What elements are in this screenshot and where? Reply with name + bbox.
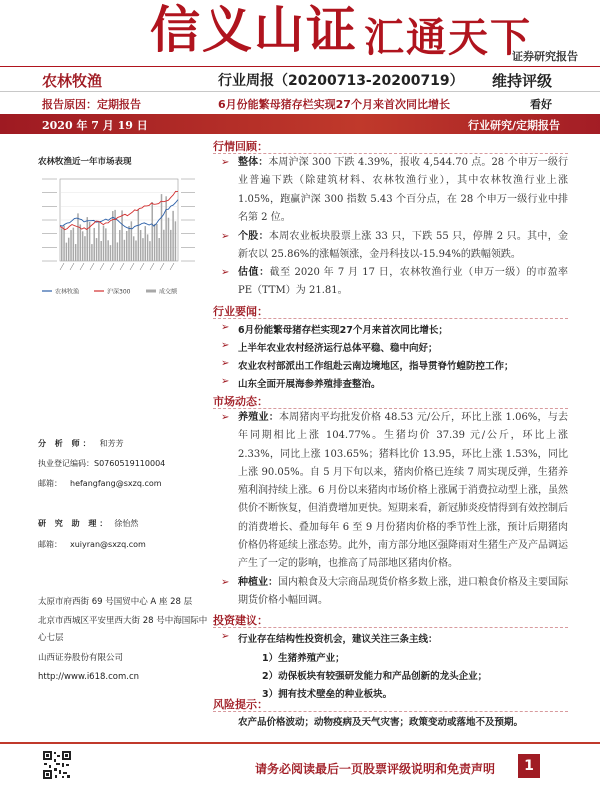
item-lead: 个股：: [238, 231, 269, 242]
rating-value: 看好: [530, 98, 552, 111]
arrow-icon: ➢: [221, 322, 230, 333]
volume-bar: [161, 194, 163, 261]
email-label: 邮箱：: [38, 479, 62, 488]
report-title: 行业周报（20200713-20200719）: [218, 73, 464, 89]
arrow-icon: ➢: [221, 157, 230, 168]
slogan-tail: 汇通天下: [364, 15, 532, 61]
x-tick-label: [160, 263, 164, 270]
item-text: 本周农业板块股票上涨 33 只，下跌 55 只，停牌 2 只。其中，金新农以 25.86%的涨幅领涨，金丹科技以-15.94%的跌幅领跌。: [238, 231, 568, 261]
address-beijing: 北京市西城区平安里西大街 28 号中海国际中心七层: [38, 616, 208, 643]
advice-item-2: 2）动保板块有较强研发能力和产品创新的龙头企业；: [262, 671, 488, 682]
advice-lead: 行业存在结构性投资机会，建议关注三条主线：: [238, 634, 438, 645]
report-subtitle: 6月份能繁母猪存栏实现27个月来首次同比增长: [218, 98, 450, 111]
volume-bar: [138, 209, 140, 261]
report-date: 2020 年 7 月 19 日: [42, 119, 148, 132]
arrow-icon: ➢: [221, 631, 230, 642]
volume-bar: [80, 224, 82, 261]
section-rule: [213, 711, 568, 712]
market-item-valuation: [238, 264, 568, 301]
arrow-icon: ➢: [221, 267, 230, 278]
volume-bar: [163, 230, 165, 261]
footer-rule: [0, 742, 600, 744]
volume-bar: [112, 211, 114, 261]
analyst-role: 分 析 师：: [38, 439, 94, 448]
x-tick-label: [170, 263, 174, 270]
arrow-icon: ➢: [221, 231, 230, 242]
section-rule: [213, 318, 568, 319]
volume-bar: [142, 238, 144, 261]
volume-bar: [131, 221, 133, 261]
assistant-1: [38, 518, 138, 529]
rating-label: 维持评级: [491, 72, 552, 90]
report-reason: 报告原因：定期报告: [42, 98, 141, 111]
volume-bar: [140, 230, 142, 261]
address-taiyuan: 太原市府西街 69 号国贸中心 A 座 28 层: [38, 597, 193, 607]
volume-bar: [124, 240, 126, 261]
x-tick-label: [80, 263, 84, 270]
volume-bar: [75, 244, 77, 261]
volume-bar: [107, 240, 109, 261]
volume-bar: [126, 231, 128, 261]
legend-label: 农林牧渔: [55, 288, 80, 296]
volume-bar: [77, 213, 79, 261]
qr-code-icon: [42, 750, 72, 780]
arrow-icon: ➢: [221, 577, 230, 588]
company-url[interactable]: http://www.i618.com.cn: [38, 672, 140, 682]
market-performance-chart: [38, 155, 198, 303]
news-item-4: 山东全面开展海参养殖排查整治。: [238, 379, 381, 390]
volume-bar: [147, 234, 149, 261]
volume-bar: [135, 241, 137, 261]
x-tick-label: [110, 263, 114, 270]
item-lead: 估值：: [238, 267, 270, 278]
x-tick-label: [90, 263, 94, 270]
volume-bar: [73, 228, 75, 261]
chart-title: 农林牧渔近一年市场表现: [38, 157, 132, 167]
item-text: 国内粮食及大宗商品现货价格多数上涨，进口粮食价格及主要国际期货价格小幅回调。: [238, 577, 568, 607]
volume-bar: [114, 210, 116, 261]
item-lead: 养殖业：: [238, 412, 279, 423]
banner: [0, 0, 600, 65]
item-text: 截至 2020 年 7 月 17 日，农林牧渔行业（申万一级）的市盈率 PE（TTM）为 21.81。: [238, 267, 569, 297]
advice-item-1: 1）生猪养殖产业；: [262, 653, 345, 664]
arrow-icon: ➢: [221, 340, 230, 351]
analyst-name: 和芳芳: [99, 439, 124, 448]
arrow-icon: ➢: [221, 358, 230, 369]
section-advice-heading: 投资建议：: [213, 614, 268, 627]
volume-bar: [105, 228, 107, 261]
legend-label: 成交额: [159, 288, 178, 296]
assistant-role: 研 究 助 理：: [38, 519, 111, 528]
item-text: 本周猪肉平均批发价格 48.53 元/公斤，环比上涨 1.06%，与去年同期相比上涨 104.77%。生猪均价 37.39 元/公斤，环比上涨 2.33%，同比上涨 103.65%；猪料比价 13.95，环比上涨 1.53%，同比上涨 90.05%。自 5 月下旬以来，猪肉价格已连续 7 周实现反弹，生猪养殖利润持续上涨。6 月份以来猪肉市场价格上涨属于消费拉动型上涨，虽然供价不断恢复，但消费增加更快。短期来看，新冠肺炎疫情得到有效控制后的消费增长、叠加每年 6 至 9 月份猪肉价格的季节性上涨，预计后期猪肉价格仍将延续上涨态势。此外，南方部分地区强降雨对生猪生产及产品调运产生了一定的影响，也推高了局部地区猪肉价格。: [238, 412, 569, 570]
volume-bar: [158, 238, 160, 261]
arrow-icon: ➢: [221, 376, 230, 387]
dynamics-item-planting: [238, 574, 568, 611]
volume-bar: [175, 221, 177, 261]
volume-bar: [61, 228, 63, 261]
x-tick-label: [150, 263, 154, 270]
volume-bar: [66, 243, 68, 261]
header-divider: [0, 91, 600, 92]
email-label: 邮箱：: [38, 540, 62, 549]
market-item-stocks: [238, 228, 568, 265]
market-item-overall: [238, 154, 568, 227]
volume-bar: [145, 226, 147, 261]
volume-bar: [63, 226, 65, 261]
section-rule: [213, 627, 568, 628]
volume-bar: [170, 230, 172, 261]
volume-bar: [87, 217, 89, 261]
x-tick-label: [60, 263, 64, 270]
analyst-1: [38, 438, 124, 449]
section-news-heading: 行业要闻：: [213, 305, 268, 318]
slogan-main: 信义山证: [150, 1, 358, 59]
volume-bar: [165, 196, 167, 261]
volume-bar: [91, 244, 93, 261]
item-lead: 整体：: [238, 157, 269, 168]
date-bar: [0, 114, 600, 134]
arrow-icon: ➢: [221, 412, 230, 423]
volume-bar: [133, 236, 135, 261]
legend-label: 沪深300: [107, 288, 131, 296]
x-tick-label: [70, 263, 74, 270]
volume-bar: [93, 228, 95, 261]
volume-bar: [70, 230, 72, 261]
volume-bar: [121, 210, 123, 261]
section-risk-heading: 风险提示：: [213, 698, 268, 711]
report-category: 行业研究/定期报告: [467, 119, 560, 132]
item-text: 本周沪深 300 下跌 4.39%，报收 4,544.70 点。28 个申万一级行业普遍下跌（除建筑材料、农林牧渔行业），其中农林牧渔行业上涨 1.05%，跑赢沪深 300 指数 5.43 个百分点，在 28 个申万一级行业中排名第 2 位。: [238, 157, 568, 223]
volume-bar: [172, 211, 174, 261]
news-item-2: 上半年农业农村经济运行总体平稳、稳中向好；: [238, 343, 438, 354]
volume-bar: [119, 230, 121, 261]
item-lead: 种植业：: [238, 577, 278, 588]
volume-bar: [168, 218, 170, 261]
assistant-name: 徐怡然: [114, 519, 139, 528]
analyst-email-row: [38, 478, 162, 489]
disclaimer[interactable]: 请务必阅读最后一页股票评级说明和免责声明: [255, 762, 496, 776]
chart-svg: [38, 171, 198, 301]
analyst-cert: [38, 458, 165, 469]
assistant-email-row: [38, 539, 146, 550]
sector-name: 农林牧渔: [42, 72, 103, 90]
news-item-3: 农业农村部派出工作组赴云南边境地区，指导贯脊竹蝗防控工作；: [238, 361, 514, 372]
volume-bar: [128, 226, 130, 261]
x-tick-label: [120, 263, 124, 270]
volume-bar: [151, 202, 153, 261]
analyst-email[interactable]: hefangfang@sxzq.com: [70, 479, 162, 488]
x-tick-label: [100, 263, 104, 270]
page-number: 1: [518, 754, 540, 778]
cert-number: S0760519110004: [94, 459, 166, 468]
x-tick-label: [130, 263, 134, 270]
volume-bar: [110, 245, 112, 261]
x-tick-label: [140, 263, 144, 270]
volume-bar: [103, 226, 105, 261]
volume-bar: [84, 236, 86, 261]
volume-bar: [98, 221, 100, 261]
advice-item-3: 3）拥有技术壁垒的种业板块。: [262, 689, 393, 700]
volume-bar: [156, 224, 158, 261]
section-dynamics-heading: 市场动态：: [213, 395, 268, 408]
volume-bar: [96, 238, 98, 261]
volume-bar: [100, 241, 102, 261]
volume-bar: [154, 224, 156, 261]
volume-bar: [82, 231, 84, 261]
volume-bar: [68, 238, 70, 261]
risk-text: 农产品价格波动；动物疫病及天气灾害；政策变动或落地不及预期。: [238, 717, 524, 728]
volume-bar: [149, 241, 151, 261]
header-rule: [0, 66, 600, 67]
report-type-label: 证券研究报告: [512, 50, 578, 63]
section-market-heading: 行情回顾：: [213, 140, 268, 153]
news-item-1: 6月份能繁母猪存栏实现27个月来首次同比增长；: [238, 325, 448, 336]
volume-bar: [117, 242, 119, 261]
assistant-email[interactable]: xuiyran@sxzq.com: [70, 540, 146, 549]
banner-slogan: [150, 0, 532, 62]
dynamics-item-livestock: [238, 409, 568, 574]
cert-label: 执业登记编码：: [38, 459, 94, 468]
company-name: 山西证券股份有限公司: [38, 653, 124, 663]
